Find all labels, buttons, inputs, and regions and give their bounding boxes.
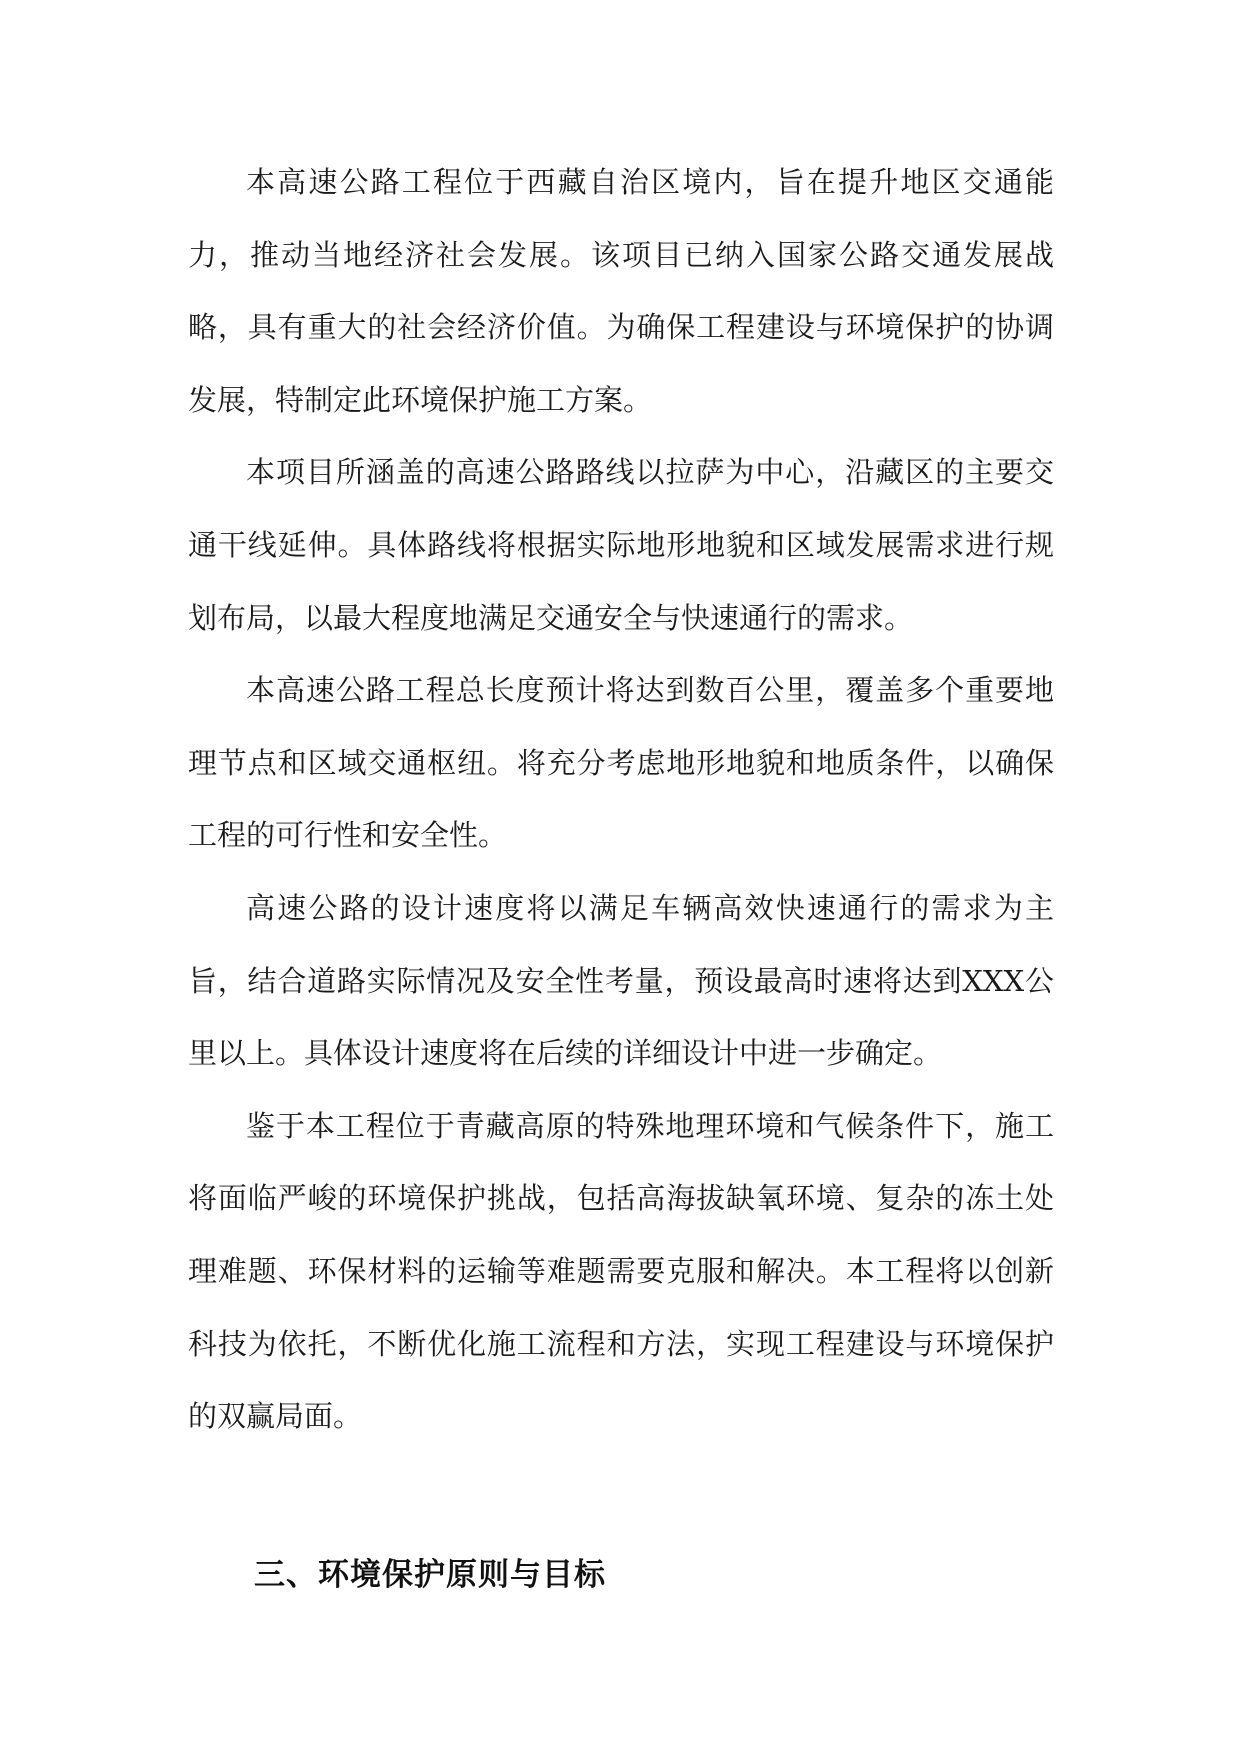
document-body	[188, 146, 1054, 1453]
paragraph-environmental-challenges: 鉴于本工程位于青藏高原的特殊地理环境和气候条件下，施工将面临严峻的环境保护挑战，包括高海拔缺氧环境、复杂的冻土处理难题、环保材料的运输等难题需要克服和解决。本工程将以创新科技为依托，不断优化施工流程和方法，实现工程建设与环境保护的双赢局面。	[188, 1108, 1054, 1434]
section-heading: 三、环境保护原则与目标	[254, 1557, 606, 1593]
paragraph-project-overview: 本高速公路工程位于西藏自治区境内，旨在提升地区交通能力，推动当地经济社会发展。该项目已纳入国家公路交通发展战略，具有重大的社会经济价值。为确保工程建设与环境保护的协调发展，特制定此环境保护施工方案。	[188, 165, 1054, 417]
paragraph-design-speed: 高速公路的设计速度将以满足车辆高效快速通行的需求为主旨，结合道路实际情况及安全性考量，预设最高时速将达到XXX公里以上。具体设计速度将在后续的详细设计中进一步确定。	[188, 890, 1054, 1071]
paragraph-total-length: 本高速公路工程总长度预计将达到数百公里，覆盖多个重要地理节点和区域交通枢纽。将充分考虑地形地貌和地质条件，以确保工程的可行性和安全性。	[188, 673, 1054, 853]
paragraph-route-description: 本项目所涵盖的高速公路路线以拉萨为中心，沿藏区的主要交通干线延伸。具体路线将根据实际地形地貌和区域发展需求进行规划布局，以最大程度地满足交通安全与快速通行的需求。	[188, 455, 1054, 635]
